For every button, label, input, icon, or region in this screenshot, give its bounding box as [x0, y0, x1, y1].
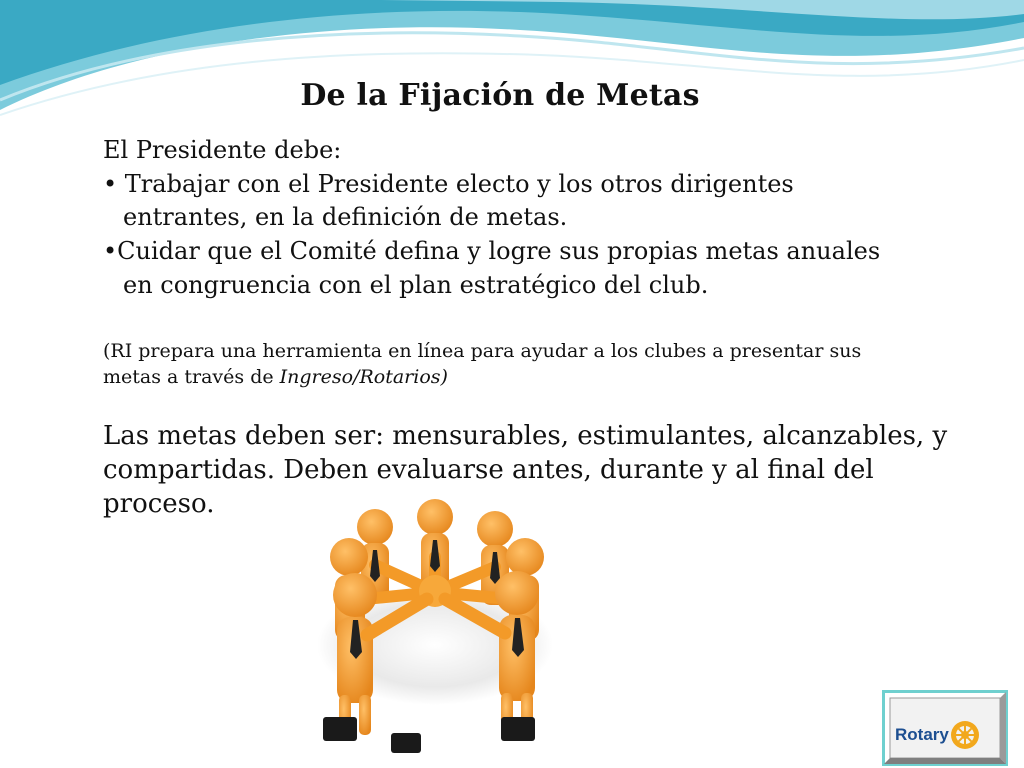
bullet-1-line-2: entrantes, en la definición de metas. — [123, 203, 568, 231]
note-line-2 — [103, 366, 448, 388]
teamwork-figures-icon — [295, 495, 575, 768]
rotary-logo-text: Rotary — [895, 725, 949, 744]
paragraph-line-2: compartidas. Deben evaluarse antes, durante y al final del — [103, 455, 874, 485]
paragraph-line-1: Las metas deben ser: mensurables, estimulantes, alcanzables, y — [103, 421, 948, 451]
intro-text: El Presidente debe: — [103, 136, 342, 164]
note-line-2-prefix: metas a través de — [103, 366, 280, 388]
slide-title: De la Fijación de Metas — [300, 78, 700, 113]
bullet-2-line-1: •Cuidar que el Comité defina y logre sus propias metas anuales — [103, 237, 881, 265]
bullet-2-line-2: en congruencia con el plan estratégico del club. — [123, 271, 709, 299]
rotary-wheel-icon — [951, 721, 979, 749]
note-line-1: (RI prepara una herramienta en línea para ayudar a los clubes a presentar sus — [103, 340, 862, 362]
bullet-1-line-1: • Trabajar con el Presidente electo y los otros dirigentes — [103, 170, 794, 198]
paragraph-line-3: proceso. — [103, 489, 215, 519]
note-line-2-italic: Ingreso/Rotarios) — [279, 366, 448, 388]
